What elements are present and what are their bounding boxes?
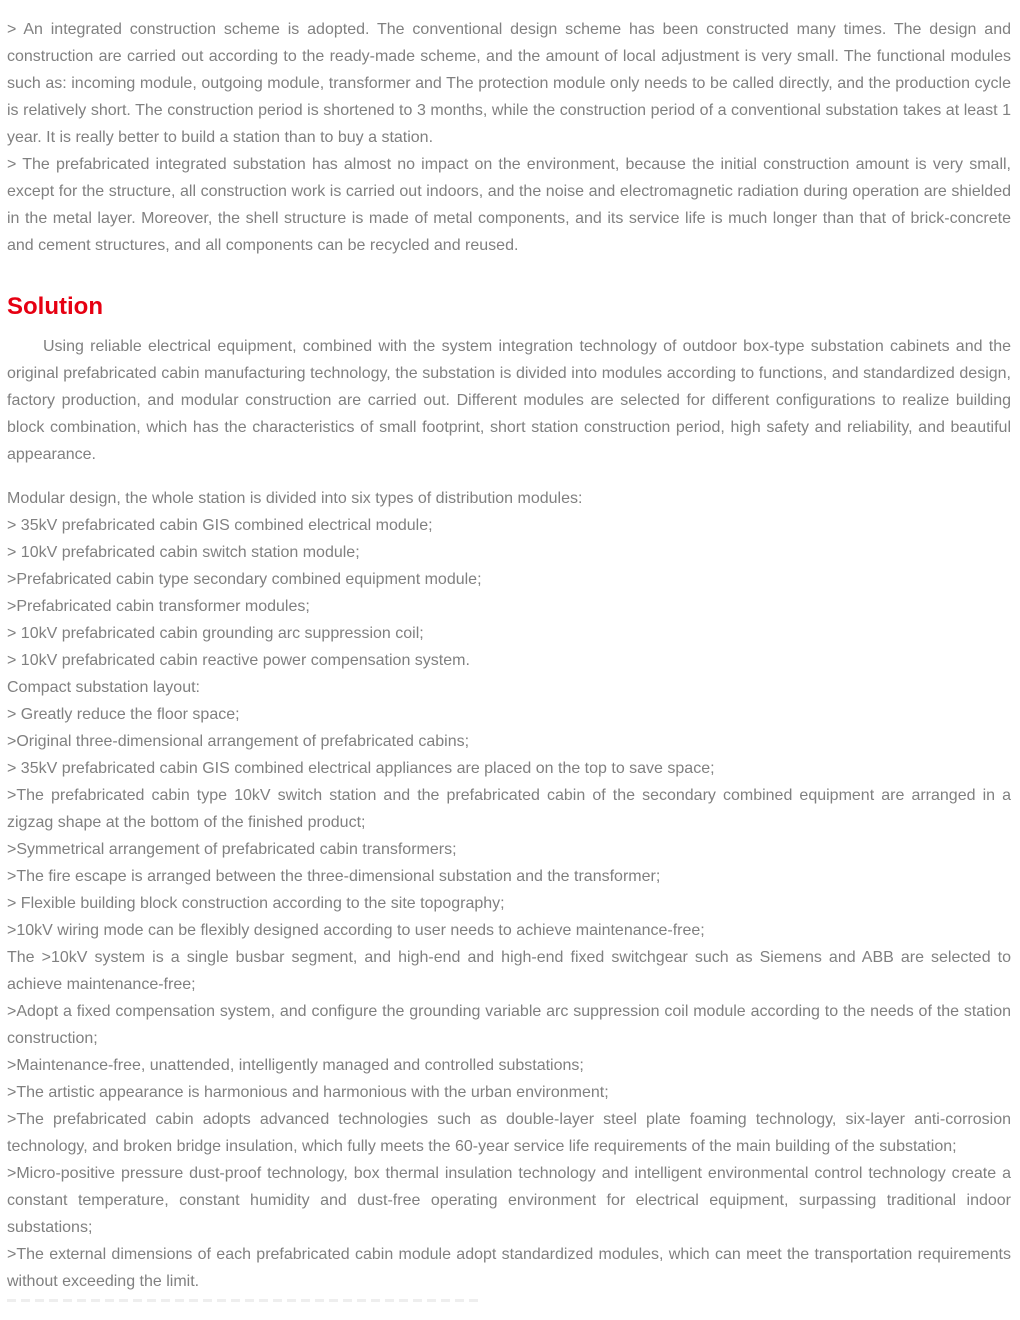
intro-paragraph-2: > The prefabricated integrated substation has almost no impact on the environment, because the initial construction amount is very small, except for the structure, all construction work is carried out indoors, and the noise and electromagnetic radiation during operation are shielded in the metal layer. Moreover, the shell structure is made of metal components, and its service life is much longer than that of brick-concrete and cement structures, and all components can be recycled and reused. (7, 156, 1011, 254)
solution-heading: Solution (7, 293, 103, 320)
text-line: > 35kV prefabricated cabin GIS combined electrical appliances are placed on the top to save space; (7, 760, 715, 777)
text-line: >Adopt a fixed compensation system, and configure the grounding variable arc suppression coil module according to the needs of the station construction; (7, 1003, 1011, 1047)
text-line: >Micro-positive pressure dust-proof technology, box thermal insulation technology and intelligent environmental control technology create a constant temperature, constant humidity and dust-free operating environment for electrical equipment, surpassing traditional indoor substations; (7, 1165, 1011, 1236)
intro-paragraph-1: > An integrated construction scheme is adopted. The conventional design scheme has been constructed many times. The design and construction are carried out according to the ready-made scheme, and the amount of local adjustment is very small. The functional modules such as: incoming module, outgoing module, transformer and The protection module only needs to be called directly, and the production cycle is relatively short. The construction period is shortened to 3 months, while the construction period of a conventional substation takes at least 1 year. It is really better to build a station than to buy a station. (7, 21, 1011, 146)
text-line: >Prefabricated cabin transformer modules; (7, 598, 310, 615)
solution-line-list (7, 485, 1011, 1295)
text-line: The >10kV system is a single busbar segment, and high-end and high-end fixed switchgear such as Siemens and ABB are selected to achieve maintenance-free; (7, 949, 1011, 993)
solution-paragraph: Using reliable electrical equipment, combined with the system integration technology of outdoor box-type substation cabinets and the original prefabricated cabin manufacturing technology, the substation is divided into modules according to functions, and standardized design, factory production, and modular construction are carried out. Different modules are selected for different configurations to realize building block combination, which has the characteristics of small footprint, short station construction period, high safety and reliability, and beautiful appearance. (7, 338, 1011, 463)
text-line: > Greatly reduce the floor space; (7, 706, 240, 723)
text-line: > 10kV prefabricated cabin switch station module; (7, 544, 360, 561)
text-line: >The prefabricated cabin type 10kV switch station and the prefabricated cabin of the secondary combined equipment are arranged in a zigzag shape at the bottom of the finished product; (7, 787, 1011, 831)
text-line: >The external dimensions of each prefabricated cabin module adopt standardized modules, which can meet the transportation requirements without exceeding the limit. (7, 1246, 1011, 1290)
text-line: > 10kV prefabricated cabin reactive power compensation system. (7, 652, 470, 669)
text-line: >The prefabricated cabin adopts advanced technologies such as double-layer steel plate foaming technology, six-layer anti-corrosion technology, and broken bridge insulation, which fully meets the 60-year service life requirements of the main building of the substation; (7, 1111, 1011, 1155)
text-line: > 35kV prefabricated cabin GIS combined electrical module; (7, 517, 433, 534)
text-line: >Maintenance-free, unattended, intelligently managed and controlled substations; (7, 1057, 584, 1074)
text-line: Modular design, the whole station is divided into six types of distribution modules: (7, 490, 583, 507)
text-line: > 10kV prefabricated cabin grounding arc suppression coil; (7, 625, 424, 642)
text-line: > Flexible building block construction according to the site topography; (7, 895, 505, 912)
text-line: >The artistic appearance is harmonious and harmonious with the urban environment; (7, 1084, 609, 1101)
cutoff-text-sliver (7, 1299, 481, 1302)
text-line: Compact substation layout: (7, 679, 200, 696)
text-line: >Prefabricated cabin type secondary combined equipment module; (7, 571, 482, 588)
text-line: >The fire escape is arranged between the three-dimensional substation and the transformer; (7, 868, 661, 885)
text-line: >10kV wiring mode can be flexibly designed according to user needs to achieve maintenance-free; (7, 922, 705, 939)
text-line: >Symmetrical arrangement of prefabricated cabin transformers; (7, 841, 457, 858)
text-line: >Original three-dimensional arrangement of prefabricated cabins; (7, 733, 470, 750)
